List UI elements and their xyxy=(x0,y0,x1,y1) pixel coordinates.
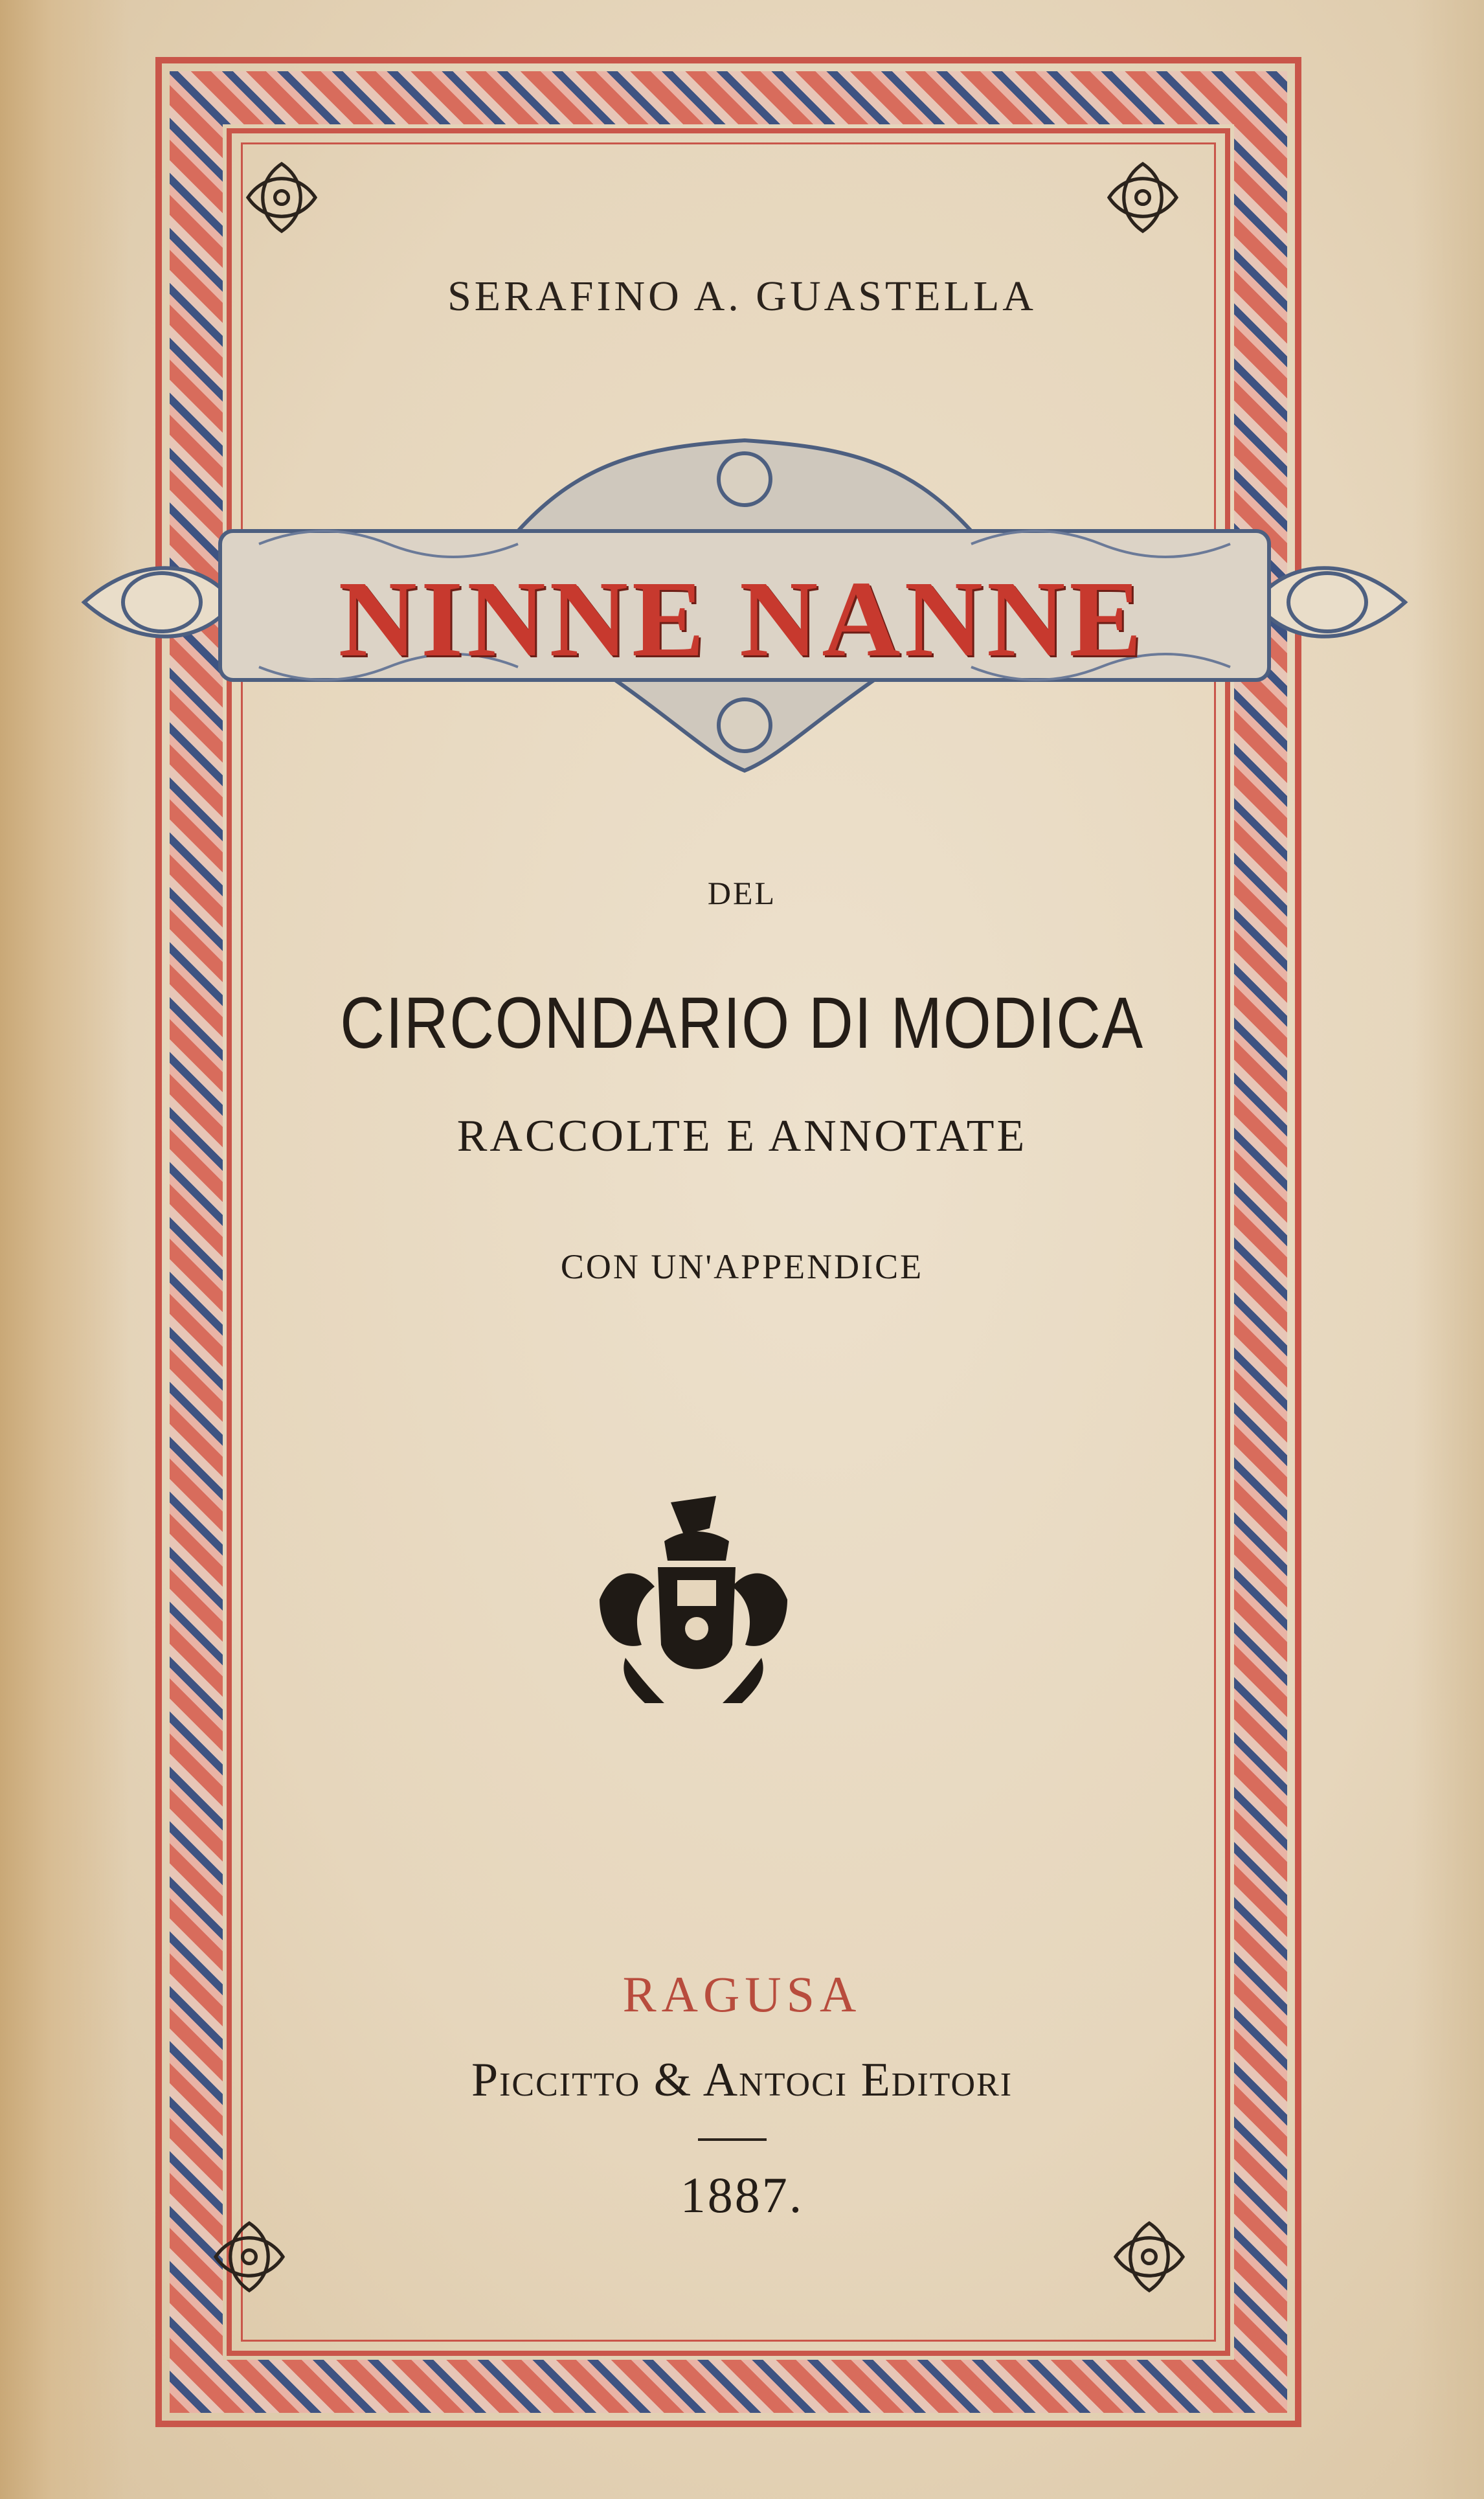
subtitle-appendix: CON UN'APPENDICE xyxy=(560,1247,924,1286)
publication-city: RAGUSA xyxy=(622,1966,862,2022)
book-title: NINNE NANNE xyxy=(338,559,1146,679)
publication-year: 1887. xyxy=(680,2167,804,2223)
corner-ornament-icon xyxy=(207,2215,291,2299)
corner-ornament-icon xyxy=(1107,2215,1191,2299)
corner-ornament-icon xyxy=(1101,155,1185,240)
subtitle-main: CIRCONDARIO DI MODICA xyxy=(340,982,1144,1063)
corner-ornament-icon xyxy=(240,155,324,240)
publisher-name: Piccitto & Antoci Editori xyxy=(471,2053,1013,2107)
subtitle-del: DEL xyxy=(707,875,777,911)
coat-of-arms-icon xyxy=(587,1489,800,1710)
subtitle-collected: RACCOLTE E ANNOTATE xyxy=(456,1111,1028,1161)
author-name: SERAFINO A. GUASTELLA xyxy=(447,273,1037,320)
separator-rule xyxy=(698,2138,767,2141)
